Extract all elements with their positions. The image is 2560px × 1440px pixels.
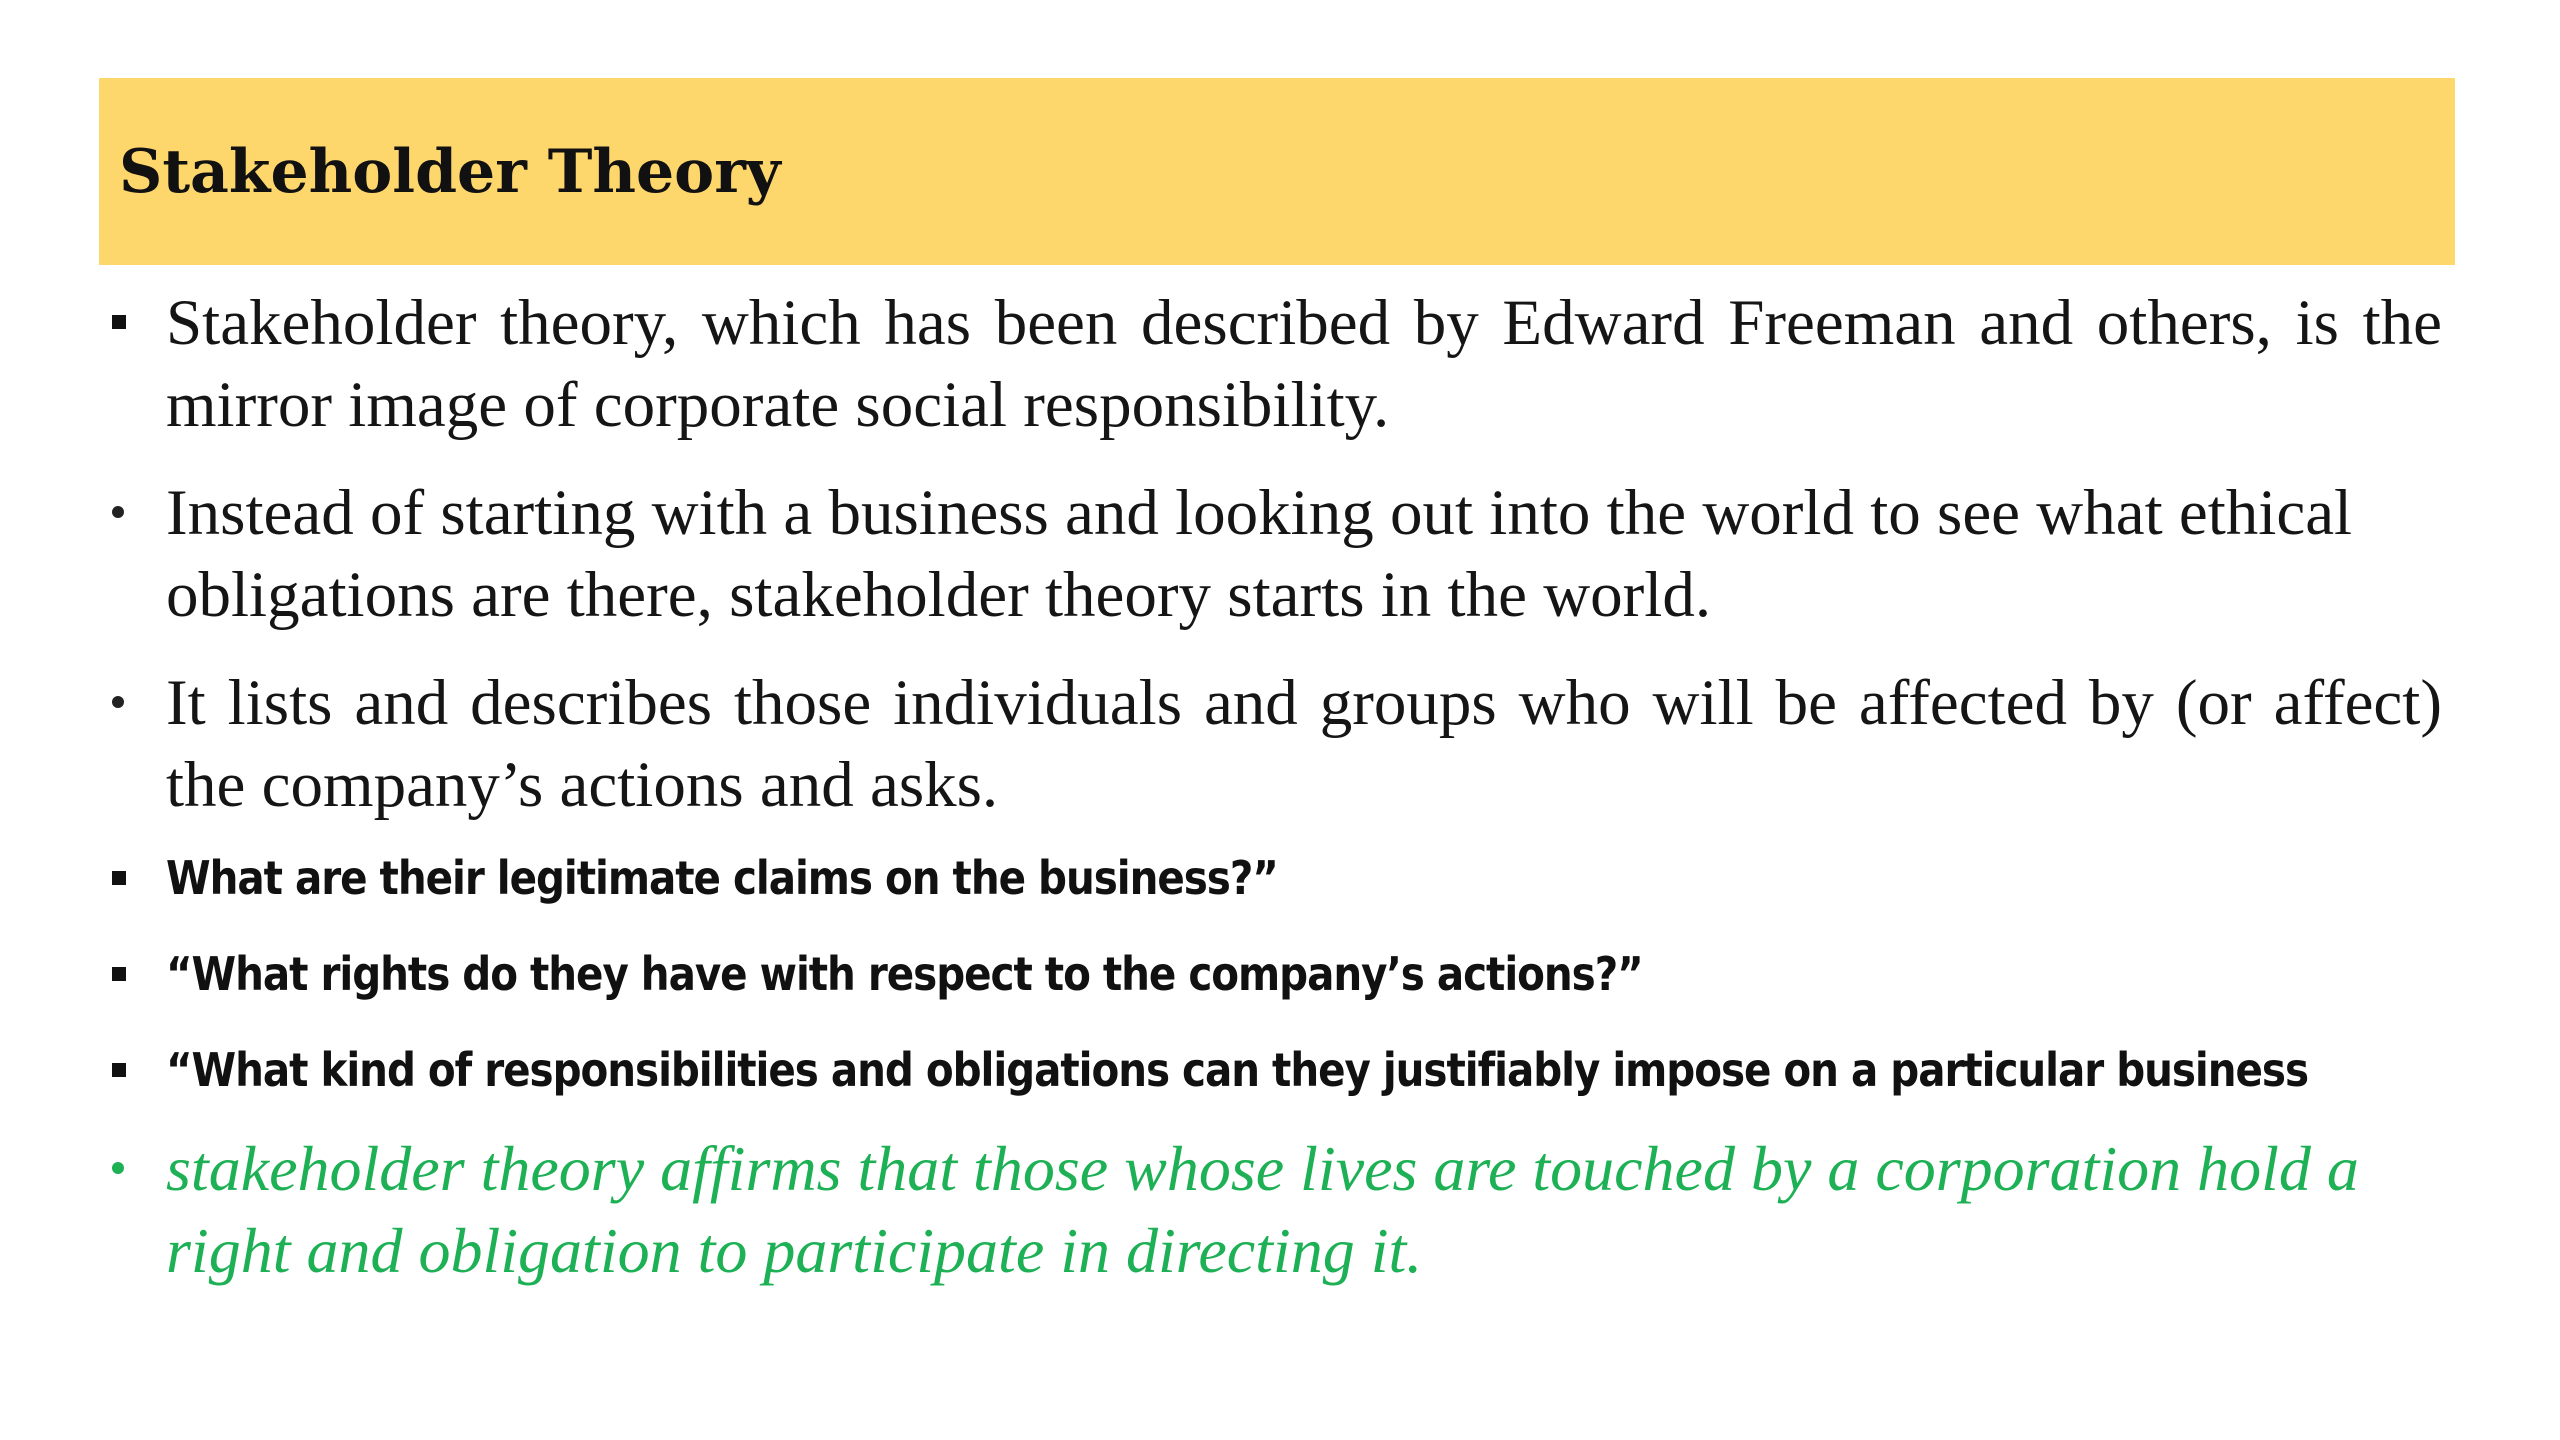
question-text: What are their legitimate claims on the business?”: [166, 851, 1278, 905]
conclusion-item: [112, 1128, 2442, 1292]
green-dot-bullet-icon: [112, 1162, 124, 1174]
square-bullet-icon: [112, 1063, 126, 1077]
dot-bullet-icon: [112, 506, 124, 518]
square-bullet-icon: [112, 967, 126, 981]
bullet-text: Stakeholder theory, which has been described by Edward Freeman and others, is the mirror image of corporate social responsibility.: [166, 287, 2442, 441]
bullet-text: It lists and describes those individuals and groups who will be affected by (or affect) the company’s actions and asks.: [166, 667, 2442, 821]
bullet-item: [112, 662, 2442, 826]
bullet-text: Instead of starting with a business and looking out into the world to see what ethical obligations are there, stakeholder theory starts in the world.: [166, 477, 2353, 631]
question-text: “What rights do they have with respect to the company’s actions?”: [166, 947, 1643, 1001]
question-item: [112, 830, 2442, 926]
slide-title: Stakeholder Theory: [119, 136, 781, 207]
square-bullet-icon: [112, 871, 126, 885]
slide-content: [112, 282, 2442, 1292]
dot-bullet-icon: [112, 696, 124, 708]
question-item: [112, 1022, 2442, 1118]
square-bullet-icon: [112, 315, 126, 329]
bullet-item: [112, 472, 2442, 636]
question-text: “What kind of responsibilities and obligations can they justifiably impose on a particular business: [166, 1043, 2308, 1097]
bullet-item: [112, 282, 2442, 446]
question-item: [112, 926, 2442, 1022]
conclusion-text: stakeholder theory affirms that those whose lives are touched by a corporation hold a right and obligation to participate in directing it.: [166, 1133, 2359, 1286]
title-bar: [99, 78, 2455, 265]
